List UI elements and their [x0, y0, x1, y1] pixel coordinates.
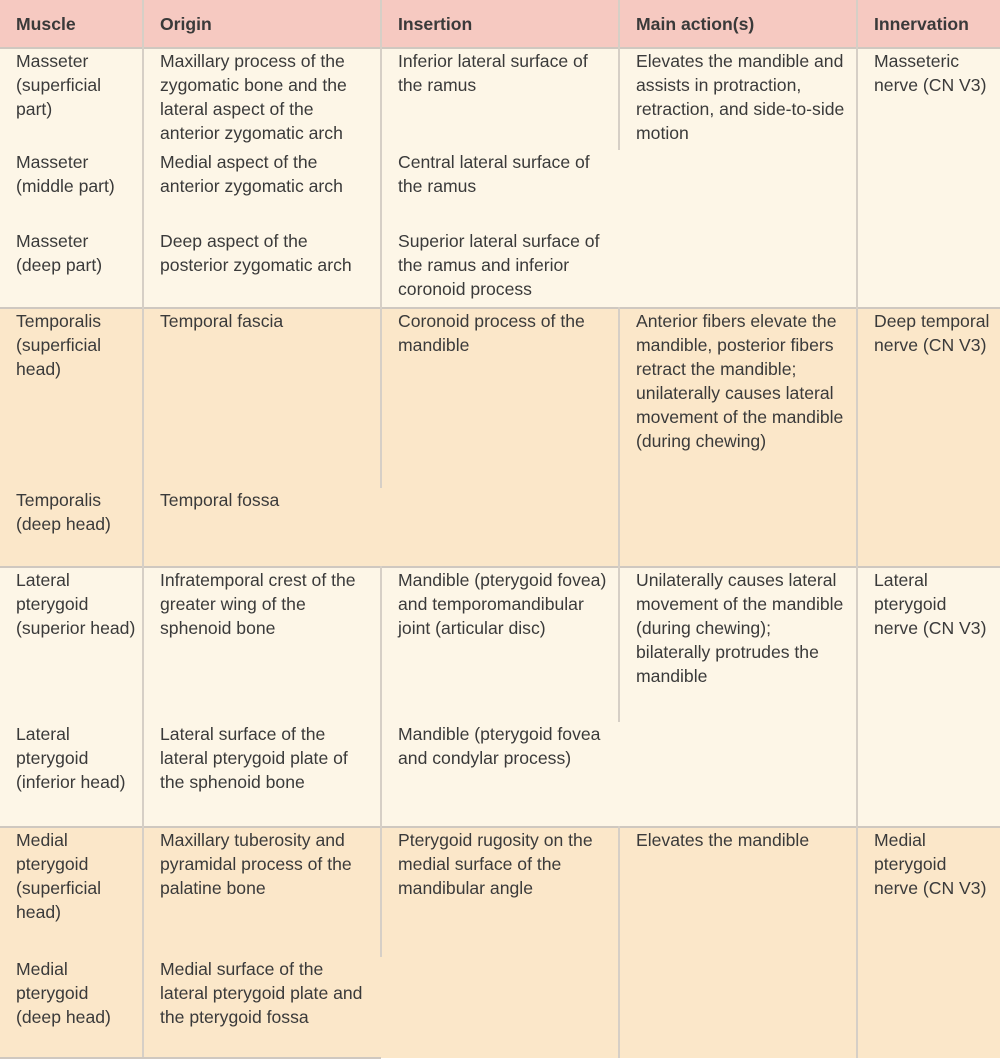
origin-cell: Maxillary process of the zygomatic bone and the lateral aspect of the anterior zygomatic arch	[143, 48, 381, 150]
insertion-cell: Pterygoid rugosity on the medial surface of the mandibular angle	[381, 827, 619, 1058]
innervation-cell: Lateral pterygoid nerve (CN V3)	[857, 567, 1000, 827]
origin-cell: Lateral surface of the lateral pterygoid plate of the sphenoid bone	[143, 722, 381, 827]
muscle-cell: Masseter (middle part)	[0, 150, 143, 229]
muscle-cell: Medial pterygoid (deep head)	[0, 957, 143, 1058]
action-cell: Unilaterally causes lateral movement of the mandible (during chewing); bilaterally protrudes the mandible	[619, 567, 857, 827]
insertion-cell: Mandible (pterygoid fovea) and temporomandibular joint (articular disc)	[381, 567, 619, 722]
muscle-cell: Medial pterygoid (superficial head)	[0, 827, 143, 957]
origin-cell: Medial surface of the lateral pterygoid plate and the pterygoid fossa	[143, 957, 381, 1058]
header-insertion: Insertion	[381, 0, 619, 48]
origin-cell: Medial aspect of the anterior zygomatic arch	[143, 150, 381, 229]
innervation-cell: Medial pterygoid nerve (CN V3)	[857, 827, 1000, 1058]
origin-cell: Infratemporal crest of the greater wing of the sphenoid bone	[143, 567, 381, 722]
action-cell: Elevates the mandible	[619, 827, 857, 1058]
origin-cell: Temporal fossa	[143, 488, 381, 567]
header-muscle: Muscle	[0, 0, 143, 48]
muscle-cell: Masseter (superficial part)	[0, 48, 143, 150]
action-cell: Elevates the mandible and assists in protraction, retraction, and side-to-side motion	[619, 48, 857, 308]
origin-cell: Maxillary tuberosity and pyramidal process of the palatine bone	[143, 827, 381, 957]
insertion-cell: Coronoid process of the mandible	[381, 308, 619, 567]
origin-cell: Temporal fascia	[143, 308, 381, 488]
header-row	[0, 0, 1000, 48]
table-row	[0, 827, 1000, 957]
muscle-cell: Lateral pterygoid (inferior head)	[0, 722, 143, 827]
table-row	[0, 48, 1000, 150]
insertion-cell: Central lateral surface of the ramus	[381, 150, 619, 229]
header-main-actions: Main action(s)	[619, 0, 857, 48]
header-innervation: Innervation	[857, 0, 1000, 48]
origin-cell: Deep aspect of the posterior zygomatic arch	[143, 229, 381, 308]
header-origin: Origin	[143, 0, 381, 48]
action-cell: Anterior fibers elevate the mandible, posterior fibers retract the mandible; unilaterally causes lateral movement of the mandible (during chewing)	[619, 308, 857, 567]
innervation-cell: Masseteric nerve (CN V3)	[857, 48, 1000, 308]
table-row	[0, 308, 1000, 488]
insertion-cell: Mandible (pterygoid fovea and condylar process)	[381, 722, 619, 827]
innervation-cell: Deep temporal nerve (CN V3)	[857, 308, 1000, 567]
insertion-cell: Superior lateral surface of the ramus and inferior coronoid process	[381, 229, 619, 308]
muscle-cell: Lateral pterygoid (superior head)	[0, 567, 143, 722]
insertion-cell: Inferior lateral surface of the ramus	[381, 48, 619, 150]
muscle-cell: Temporalis (superficial head)	[0, 308, 143, 488]
muscle-cell: Temporalis (deep head)	[0, 488, 143, 567]
table-row	[0, 567, 1000, 722]
muscle-cell: Masseter (deep part)	[0, 229, 143, 308]
